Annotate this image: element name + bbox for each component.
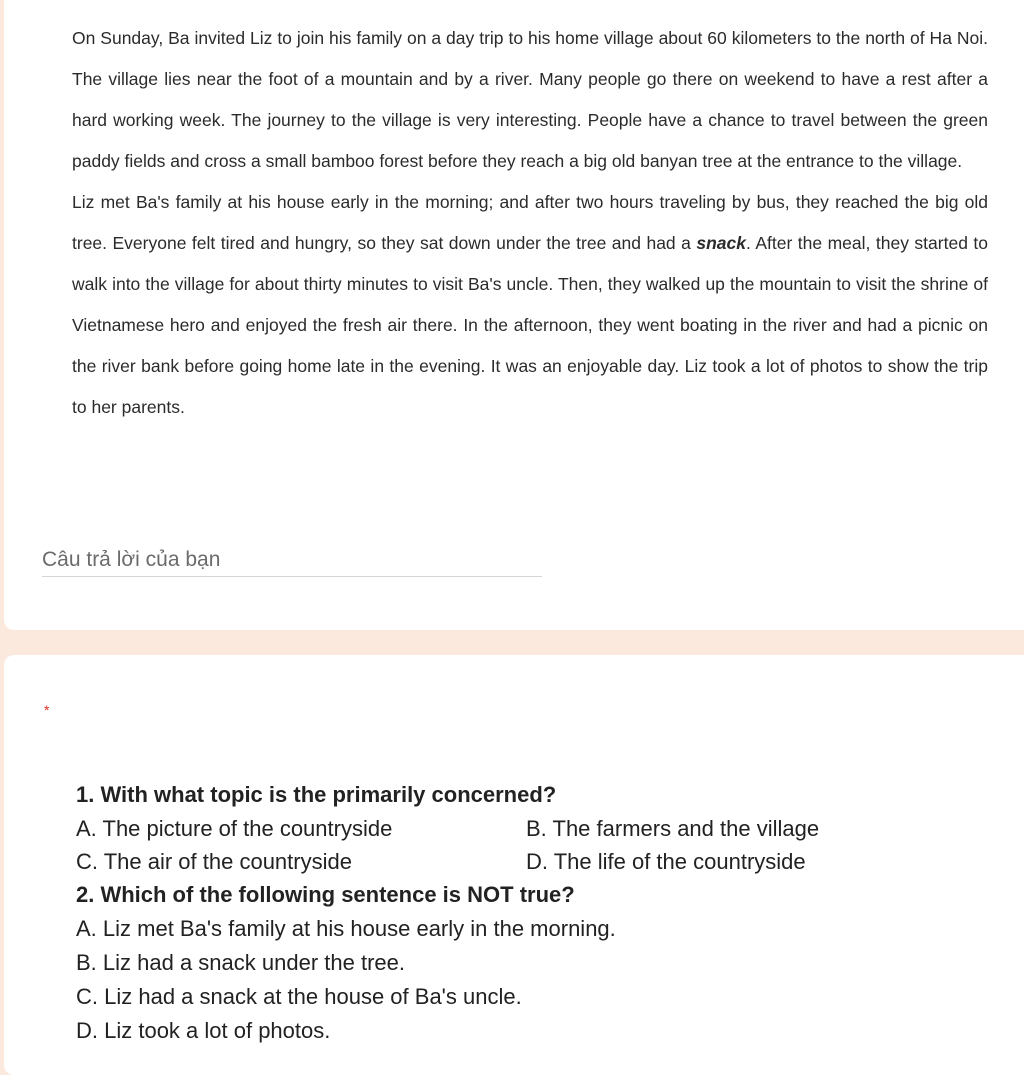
- question-1-options-row-1: [76, 812, 976, 845]
- question-1-option-a: A. The picture of the countryside: [76, 816, 393, 841]
- required-asterisk: *: [44, 702, 50, 718]
- passage-snack-word: snack: [696, 233, 746, 253]
- question-1-option-d: D. The life of the countryside: [526, 849, 806, 874]
- question-2-option-d: D. Liz took a lot of photos.: [76, 1018, 331, 1043]
- question-2-option-b: B. Liz had a snack under the tree.: [76, 950, 405, 975]
- passage-p2-start: Liz met Ba's family at his house early in the morning; and after two hours traveling by bus, they reached the big old tree. Everyone felt tired and hungry, so they sat down under the tree and had a: [72, 192, 988, 253]
- question-1-option-b: B. The farmers and the village: [526, 816, 820, 841]
- reading-passage: [72, 12, 988, 428]
- passage-paragraph-2: [72, 182, 988, 428]
- question-2-option-c: C. Liz had a snack at the house of Ba's uncle.: [76, 984, 522, 1009]
- question-2-option-a: A. Liz met Ba's family at his house early in the morning.: [76, 916, 616, 941]
- question-image: [76, 778, 976, 1048]
- question-1-title: 1. With what topic is the primarily concerned?: [76, 782, 557, 807]
- answer-underline: [42, 576, 542, 577]
- question-1-options-row-2: [76, 845, 976, 878]
- question-2-title: 2. Which of the following sentence is NOT true?: [76, 882, 575, 907]
- passage-p2-end: . After the meal, they started to walk into the village for about thirty minutes to visit Ba's uncle. Then, they walked up the mountain to visit the shrine of Vietnamese hero and enjoyed the fresh air there. In the afternoon, they went boating in the river and had a picnic on the river bank before going home late in the evening. It was an enjoyable day. Liz took a lot of photos to show the trip to her parents.: [72, 233, 988, 417]
- passage-paragraph-1: On Sunday, Ba invited Liz to join his family on a day trip to his home village about 60 kilometers to the north of Ha Noi. The village lies near the foot of a mountain and by a river. Many people go there on weekend to have a rest after a hard working week. The journey to the village is very interesting. People have a chance to travel between the green paddy fields and cross a small bamboo forest before they reach a big old banyan tree at the entrance to the village.: [72, 28, 988, 171]
- question-1-option-c: C. The air of the countryside: [76, 849, 352, 874]
- answer-input[interactable]: Câu trả lời của bạn: [42, 548, 221, 571]
